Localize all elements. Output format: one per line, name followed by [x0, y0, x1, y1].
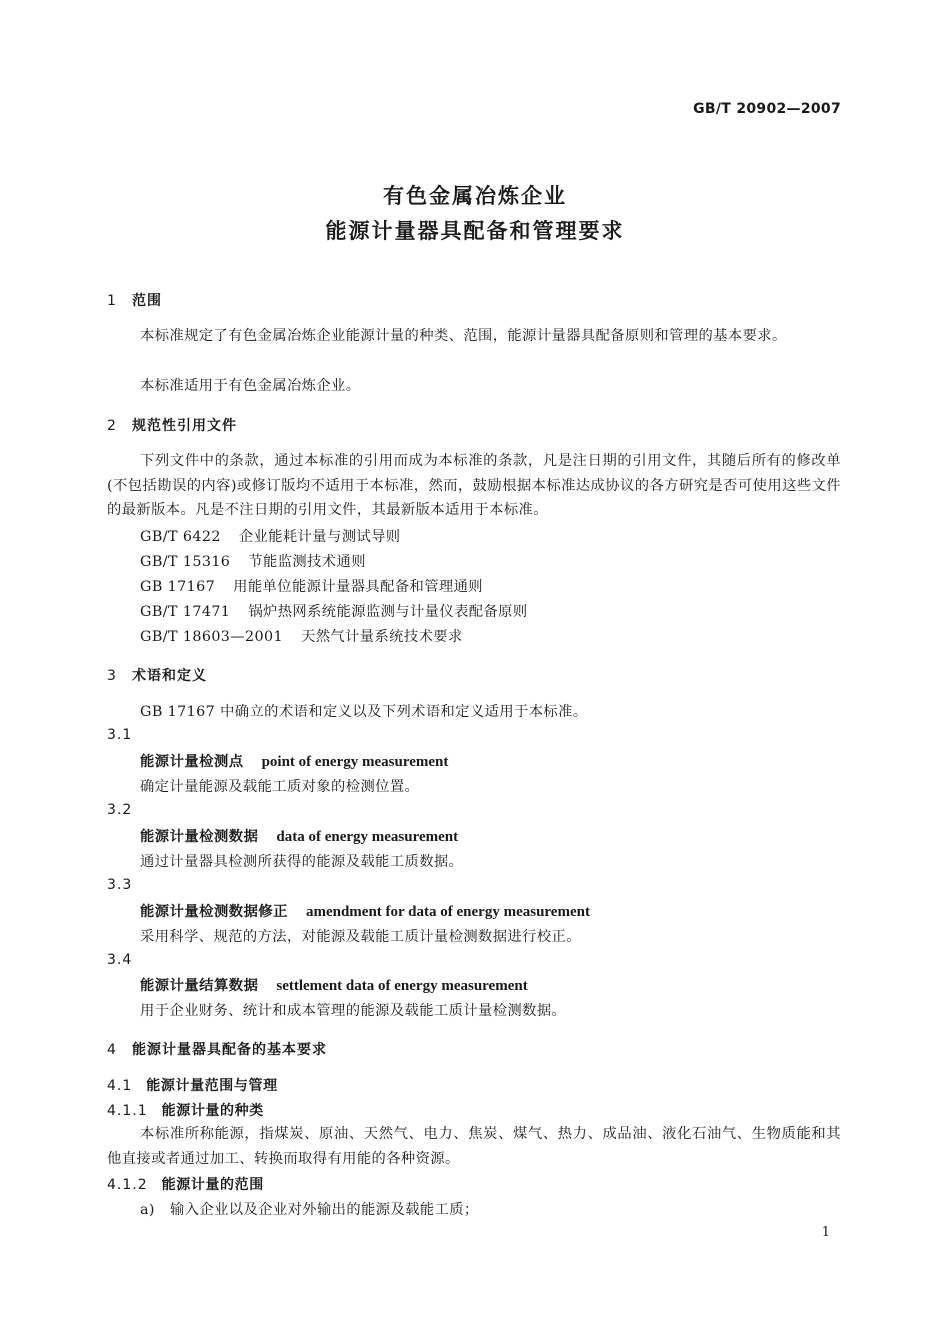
- reference-item: [140, 526, 400, 546]
- subsection-title: 能源计量的范围: [161, 1177, 264, 1193]
- section-3-intro: GB 17167 中确立的术语和定义以及下列术语和定义适用于本标准。: [140, 704, 588, 720]
- reference-code: GB/T 17471: [140, 604, 231, 620]
- reference-title: 天然气计量系统技术要求: [301, 629, 463, 645]
- document-title-line1: 有色金属冶炼企业: [383, 184, 567, 208]
- term-entry: [140, 901, 590, 921]
- reference-item: [140, 626, 463, 646]
- term-entry: [140, 826, 458, 846]
- section-title: 范围: [132, 293, 162, 309]
- section-4-heading: [107, 1039, 327, 1059]
- subsection-4-1-1-paragraph: 本标准所称能源，指煤炭、原油、天然气、电力、焦炭、煤气、热力、成品油、液化石油气、生物质能和其他直接或者通过加工、转换而取得有用能的各种资源。: [107, 1126, 841, 1167]
- section-1-heading: [107, 290, 162, 310]
- term-definition: 确定计量能源及载能工质对象的检测位置。: [140, 779, 420, 795]
- section-1-paragraph-1: 本标准规定了有色金属冶炼企业能源计量的种类、范围，能源计量器具配备原则和管理的基本要求。: [140, 328, 787, 344]
- reference-title: 节能监测技术通则: [248, 554, 366, 570]
- term-chinese: 能源计量检测数据: [140, 829, 259, 845]
- section-number: 3: [107, 668, 117, 684]
- reference-item: [140, 576, 483, 596]
- section-number: 4: [107, 1042, 117, 1058]
- section-3-heading: [107, 665, 207, 685]
- term-number: 3.3: [107, 877, 133, 893]
- list-item-label: a): [140, 1202, 155, 1218]
- reference-title: 锅炉热网系统能源监测与计量仪表配备原则: [248, 604, 528, 620]
- term-chinese: 能源计量检测点: [140, 754, 244, 770]
- term-chinese: 能源计量检测数据修正: [140, 904, 288, 920]
- subsection-number: 4.1.2: [107, 1177, 148, 1193]
- subsection-4-1-2-heading: [107, 1174, 264, 1194]
- term-number: 3.1: [107, 727, 133, 743]
- reference-item: [140, 601, 528, 621]
- reference-code: GB/T 18603—2001: [140, 629, 283, 645]
- subsection-4-1-1-heading: [107, 1100, 264, 1120]
- standard-number: GB/T 20902—2007: [693, 101, 841, 117]
- page-number: 1: [821, 1225, 830, 1240]
- subsection-title: 能源计量范围与管理: [146, 1078, 278, 1094]
- subsection-title: 能源计量的种类: [161, 1103, 264, 1119]
- term-english: point of energy measurement: [261, 754, 449, 770]
- term-definition: 采用科学、规范的方法，对能源及载能工质计量检测数据进行校正。: [140, 929, 581, 945]
- document-title-line2: 能源计量器具配备和管理要求: [325, 219, 625, 243]
- reference-code: GB/T 15316: [140, 554, 231, 570]
- term-definition: 用于企业财务、统计和成本管理的能源及载能工质计量检测数据。: [140, 1003, 567, 1019]
- term-entry: [140, 975, 528, 995]
- section-title: 能源计量器具配备的基本要求: [132, 1042, 327, 1058]
- section-title: 规范性引用文件: [132, 418, 237, 434]
- term-english: amendment for data of energy measurement: [305, 904, 590, 920]
- term-number: 3.2: [107, 802, 133, 818]
- section-title: 术语和定义: [132, 668, 207, 684]
- reference-item: [140, 551, 366, 571]
- reference-title: 用能单位能源计量器具配备和管理通则: [233, 579, 484, 595]
- subsection-number: 4.1.1: [107, 1103, 148, 1119]
- list-item-text: 输入企业以及企业对外输出的能源及载能工质；: [170, 1202, 479, 1218]
- reference-code: GB/T 6422: [140, 529, 221, 545]
- section-number: 1: [107, 293, 117, 309]
- section-1-paragraph-2: 本标准适用于有色金属冶炼企业。: [140, 378, 361, 394]
- term-chinese: 能源计量结算数据: [140, 978, 259, 994]
- list-item-a: [140, 1199, 479, 1219]
- term-definition: 通过计量器具检测所获得的能源及载能工质数据。: [140, 854, 464, 870]
- section-number: 2: [107, 418, 117, 434]
- reference-code: GB 17167: [140, 579, 216, 595]
- subsection-4-1-heading: [107, 1075, 278, 1095]
- section-2-heading: [107, 415, 237, 435]
- term-english: settlement data of energy measurement: [276, 978, 528, 994]
- reference-title: 企业能耗计量与测试导则: [238, 529, 401, 545]
- term-entry: [140, 751, 448, 771]
- section-2-paragraph: 下列文件中的条款，通过本标准的引用而成为本标准的条款，凡是注日期的引用文件，其随后所有的修改单(不包括勘误的内容)或修订版均不适用于本标准，然而，鼓励根据本标准达成协议的各方研究是否可使用这些文件的最新版本。凡是不注日期的引用文件，其最新版本适用于本标准。: [107, 453, 841, 519]
- term-number: 3.4: [107, 952, 133, 968]
- subsection-number: 4.1: [107, 1078, 133, 1094]
- term-english: data of energy measurement: [276, 829, 459, 845]
